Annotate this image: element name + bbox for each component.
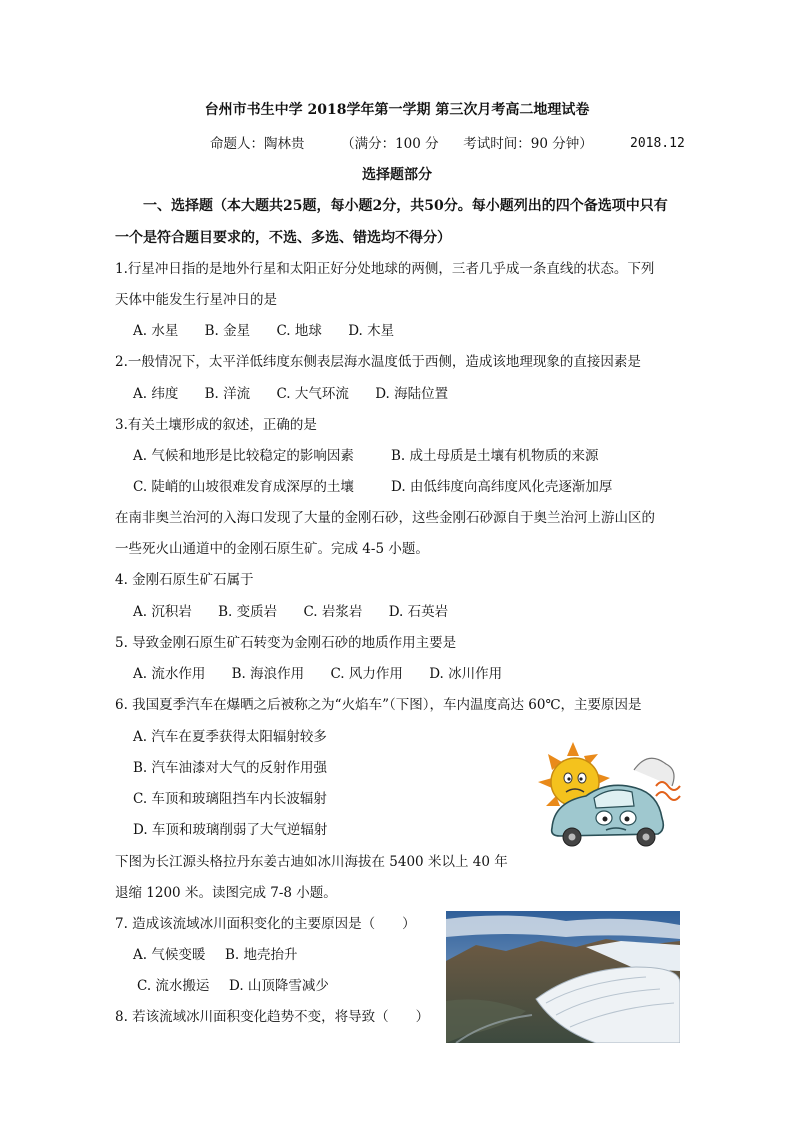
q2-stem: 2.一般情况下，太平洋低纬度东侧表层海水温度低于西侧，造成该地理现象的直接因素是 bbox=[115, 354, 641, 370]
q1-option-b: B. 金星 bbox=[204, 323, 251, 339]
q4-option-c: C. 岩浆岩 bbox=[303, 604, 363, 620]
passage2-line-1: 下图为长江源头格拉丹东姜古迪如冰川海拔在 5400 米以上 40 年 bbox=[115, 854, 508, 870]
q3-option-b: B. 成土母质是土壤有机物质的来源 bbox=[391, 448, 599, 464]
q2-option-b: B. 洋流 bbox=[204, 386, 251, 402]
q1-stem-line-2: 天体中能发生行星冲日的是 bbox=[115, 292, 277, 308]
section-title: 选择题部分 bbox=[362, 167, 432, 183]
q5-options bbox=[133, 665, 524, 683]
q5-option-c: C. 风力作用 bbox=[330, 666, 403, 682]
exam-date: 2018.12 bbox=[630, 136, 685, 151]
q5-option-a: A. 流水作用 bbox=[133, 666, 206, 682]
q6-option-a: A. 汽车在夏季获得太阳辐射较多 bbox=[133, 729, 327, 745]
hot-car-illustration bbox=[538, 740, 688, 850]
q4-options bbox=[133, 603, 470, 621]
q3-option-c: C. 陡峭的山坡很难发育成深厚的土壤 bbox=[133, 479, 354, 495]
passage1-line-1: 在南非奥兰治河的入海口发现了大量的金刚石砂，这些金刚石砂源自于奥兰治河上游山区的 bbox=[115, 510, 655, 526]
instructions-line-1: 一、选择题（本大题共25题，每小题2分，共50分。每小题列出的四个备选项中只有 bbox=[143, 198, 668, 214]
heat-vapor bbox=[634, 758, 674, 786]
q2-option-a: A. 纬度 bbox=[133, 386, 179, 402]
exam-time: 考试时间：90 分钟） bbox=[463, 136, 593, 152]
q6-option-b: B. 汽车油漆对大气的反射作用强 bbox=[133, 760, 328, 776]
q3-stem: 3.有关土壤形成的叙述，正确的是 bbox=[115, 417, 317, 433]
q1-option-a: A. 水星 bbox=[133, 323, 179, 339]
q2-options bbox=[133, 385, 470, 403]
q1-option-c: C. 地球 bbox=[276, 323, 322, 339]
exam-title: 台州市书生中学 2018学年第一学期 第三次月考高二地理试卷 bbox=[204, 102, 590, 118]
q6-option-d: D. 车顶和玻璃削弱了大气逆辐射 bbox=[133, 822, 328, 838]
passage1-line-2: 一些死火山通道中的金刚石原生矿。完成 4-5 小题。 bbox=[115, 541, 429, 557]
q5-stem: 5. 导致金刚石原生矿石转变为金刚石砂的地质作用主要是 bbox=[115, 635, 457, 651]
q3-option-a: A. 气候和地形是比较稳定的影响因素 bbox=[133, 448, 354, 464]
exam-meta bbox=[210, 135, 593, 153]
q2-option-d: D. 海陆位置 bbox=[375, 386, 449, 402]
q2-option-c: C. 大气环流 bbox=[276, 386, 349, 402]
q4-option-d: D. 石英岩 bbox=[388, 604, 449, 620]
q7-stem: 7. 造成该流域冰川面积变化的主要原因是（ ） bbox=[115, 916, 416, 932]
q7-option-b: B. 地壳抬升 bbox=[225, 947, 298, 963]
passage2-line-2: 退缩 1200 米。读图完成 7-8 小题。 bbox=[115, 885, 337, 901]
q6-stem: 6. 我国夏季汽车在爆晒之后被称之为“火焰车”（下图），车内温度高达 60℃，主要原因是 bbox=[115, 697, 642, 713]
exam-score: （满分：100 分 bbox=[341, 136, 439, 152]
glacier-photo bbox=[446, 911, 680, 1043]
q1-options bbox=[133, 322, 416, 340]
q5-option-b: B. 海浪作用 bbox=[231, 666, 305, 682]
q4-stem: 4. 金刚石原生矿石属于 bbox=[115, 572, 254, 588]
q7-option-a: A. 气候变暖 bbox=[133, 947, 206, 963]
q3-option-d: D. 由低纬度向高纬度风化壳逐渐加厚 bbox=[391, 479, 613, 495]
exam-author: 命题人：陶林贵 bbox=[210, 136, 305, 152]
q6-option-c: C. 车顶和玻璃阻挡车内长波辐射 bbox=[133, 791, 327, 807]
glacier-landscape bbox=[446, 911, 680, 1043]
q5-option-d: D. 冰川作用 bbox=[429, 666, 503, 682]
q7-option-c: C. 流水搬运 bbox=[137, 978, 210, 994]
q4-option-b: B. 变质岩 bbox=[218, 604, 278, 620]
hot-car-cartoon bbox=[538, 740, 688, 850]
q1-stem-line-1: 1.行星冲日指的是地外行星和太阳正好分处地球的两侧，三者几乎成一条直线的状态。下列 bbox=[115, 261, 655, 277]
q4-option-a: A. 沉积岩 bbox=[133, 604, 192, 620]
q8-stem: 8. 若该流域冰川面积变化趋势不变，将导致（ ） bbox=[115, 1009, 430, 1025]
instructions-line-2: 一个是符合题目要求的，不选、多选、错选均不得分） bbox=[115, 230, 451, 246]
q1-option-d: D. 木星 bbox=[348, 323, 395, 339]
q7-option-d: D. 山顶降雪减少 bbox=[229, 978, 329, 994]
